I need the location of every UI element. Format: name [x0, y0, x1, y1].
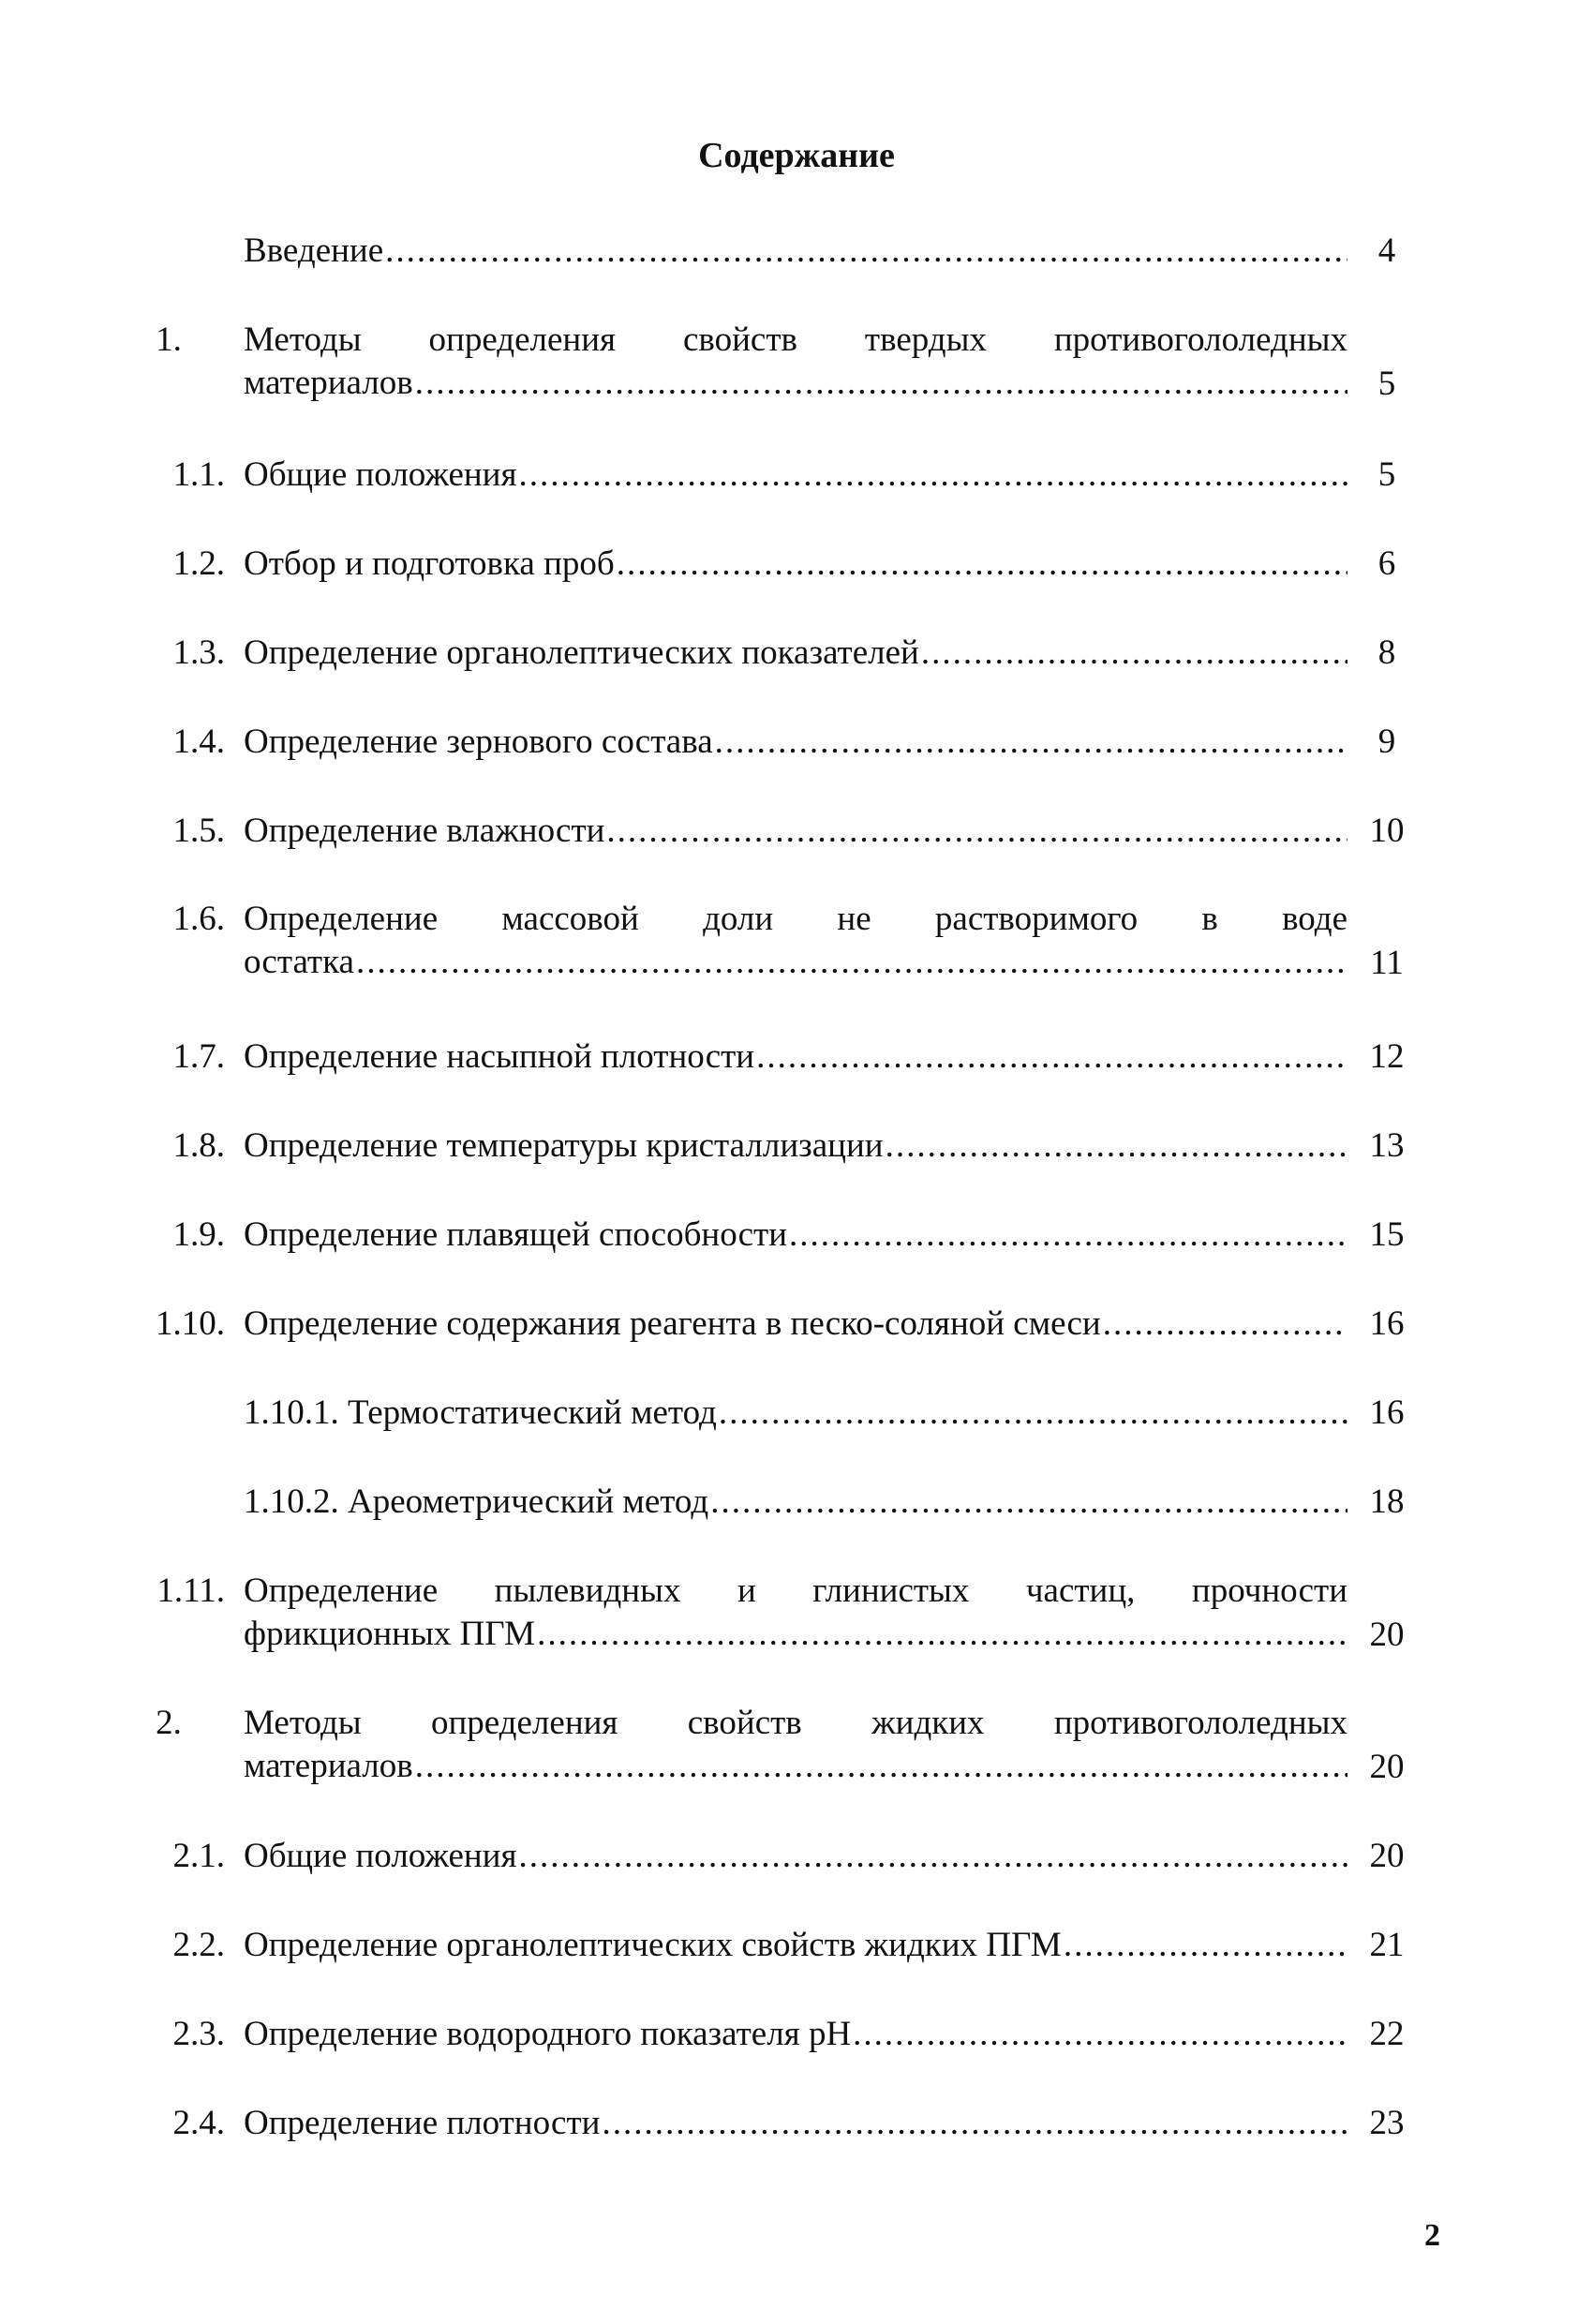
toc-entry-title-text: Определение органолептических свойств жидких ПГМ: [244, 1926, 1062, 1964]
toc-entry-page: 11: [1370, 944, 1404, 982]
toc-entry-title-text: остатка: [244, 943, 354, 981]
toc-entry-number: 1.6.: [172, 900, 225, 938]
toc-entry-title: [244, 1214, 1347, 1257]
dot-leader: [756, 1035, 1347, 1079]
toc-entry-title: [244, 1125, 1347, 1168]
toc-entry-title-text: Определение насыпной плотности: [244, 1037, 755, 1076]
dot-leader: [710, 1481, 1347, 1524]
toc-entry-page: 21: [1369, 1926, 1405, 1964]
toc-entry-title-text: материалов: [244, 1747, 413, 1785]
toc-entry-title: [244, 632, 1347, 675]
toc-entry-title-text: Общие положения: [244, 455, 517, 494]
toc-entry-title: [244, 319, 1347, 405]
dot-leader: [719, 1392, 1347, 1435]
dot-leader: [1064, 1924, 1347, 1967]
toc-entry-number: 1.11.: [156, 1572, 225, 1610]
toc-entry-title-text: Отбор и подготовка проб: [244, 544, 615, 583]
toc-entry-number: 2.4.: [172, 2104, 225, 2142]
toc-entry-title: [244, 1924, 1347, 1967]
toc-entry-title-text: Определение плотности: [244, 2104, 601, 2142]
toc-entry-title: [244, 810, 1347, 853]
dot-leader: [602, 2102, 1347, 2145]
toc-entry-page: 15: [1369, 1215, 1405, 1254]
toc-entry-title-text: Определение зернового состава: [244, 723, 713, 761]
toc-entry-title-text: Введение: [244, 231, 384, 270]
toc-entry-title: [244, 898, 1347, 984]
toc-entry-title: [244, 1835, 1347, 1878]
toc-entry-page: 18: [1369, 1482, 1405, 1521]
toc-entry-page: 23: [1369, 2104, 1405, 2142]
toc-entry-number: 2.: [156, 1704, 182, 1742]
dot-leader: [715, 721, 1347, 764]
toc-entry-number: 2.1.: [172, 1837, 225, 1875]
toc-entry-page: 9: [1377, 723, 1396, 761]
dot-leader: [415, 362, 1347, 405]
toc-entry-title-text: Определение влажности: [244, 812, 605, 850]
toc-entry-page: 16: [1369, 1304, 1405, 1343]
toc-entry-title: [244, 2102, 1347, 2145]
toc-entry-title: [244, 1035, 1347, 1079]
dot-leader: [921, 632, 1347, 675]
toc-entry-title-line: Методы определения свойств твердых противогололедных: [244, 320, 1347, 359]
toc-entry-number: 1.3.: [172, 633, 225, 672]
toc-entry-title-text: Общие положения: [244, 1837, 517, 1875]
toc-entry-title-text: материалов: [244, 364, 413, 402]
dot-leader: [606, 810, 1347, 853]
toc-entry-page: 20: [1369, 1748, 1405, 1786]
dot-leader: [789, 1214, 1347, 1257]
page-number: 2: [1424, 2218, 1440, 2253]
toc-entry-page: 16: [1369, 1393, 1405, 1432]
toc-entry-page: 5: [1377, 365, 1396, 403]
toc-entry-title-text: фрикционных ПГМ: [244, 1615, 536, 1653]
toc-entry-title: [244, 1303, 1347, 1346]
toc-entry-page: 13: [1369, 1126, 1405, 1165]
dot-leader: [617, 543, 1347, 586]
toc-entry-title: [244, 543, 1347, 586]
toc-entry-page: 5: [1377, 455, 1396, 494]
toc-entry-page: 4: [1377, 231, 1396, 270]
toc-entry-title-text: Определение органолептических показателей: [244, 633, 919, 672]
toc-entry-page: 20: [1369, 1616, 1405, 1654]
toc-entry-page: 20: [1369, 1837, 1405, 1875]
dot-leader: [415, 1745, 1347, 1788]
toc-entry-number: 1.: [156, 320, 182, 359]
toc-entry-number: 1.1.: [172, 455, 225, 494]
dot-leader: [385, 230, 1347, 273]
toc-entry-number: 1.8.: [172, 1126, 225, 1165]
toc-entry-title: [244, 1392, 1347, 1435]
toc-entry-title-line: Определение массовой доли не растворимого в воде: [244, 900, 1347, 938]
dot-leader: [518, 454, 1347, 497]
toc-entry-number: 1.2.: [172, 544, 225, 583]
toc-entry-title-text: 1.10.1. Термостатический метод: [244, 1393, 717, 1432]
toc-entry-page: 6: [1377, 544, 1396, 583]
dot-leader: [537, 1613, 1347, 1656]
toc-entry-number: 1.9.: [172, 1215, 225, 1254]
toc-entry-page: 8: [1377, 633, 1396, 672]
page-title: Содержание: [698, 136, 895, 175]
toc-entry-title: [244, 230, 1347, 273]
toc-entry-title-line: Методы определения свойств жидких противогололедных: [244, 1704, 1347, 1742]
toc-entry-title-line: [244, 362, 1347, 405]
toc-entry-title-text: Определение водородного показателя pH: [244, 2015, 852, 2053]
toc-entry-title-line: Определение пылевидных и глинистых частиц, прочности: [244, 1572, 1347, 1610]
toc-entry-page: 10: [1369, 812, 1405, 850]
toc-entry-title: [244, 1702, 1347, 1788]
toc-entry-title-line: [244, 1745, 1347, 1788]
dot-leader: [1103, 1303, 1347, 1346]
toc-entry-title-text: Определение содержания реагента в песко-соляной смеси: [244, 1304, 1101, 1343]
toc-entry-number: 1.10.: [156, 1304, 225, 1343]
toc-entry-number: 2.3.: [172, 2015, 225, 2053]
toc-entry-title: [244, 1570, 1347, 1656]
toc-entry-page: 22: [1369, 2015, 1405, 2053]
toc-entry-title: [244, 454, 1347, 497]
toc-entry-title-text: Определение температуры кристаллизации: [244, 1126, 884, 1165]
toc-entry-number: 1.4.: [172, 723, 225, 761]
toc-entry-number: 1.7.: [172, 1037, 225, 1076]
toc-entry-title-text: 1.10.2. Ареометрический метод: [244, 1482, 709, 1521]
toc-entry-title-text: Определение плавящей способности: [244, 1215, 788, 1254]
toc-entry-title: [244, 1481, 1347, 1524]
toc-entry-number: 1.5.: [172, 812, 225, 850]
toc-entry-title-line: [244, 941, 1347, 984]
toc-entry-title-line: [244, 1613, 1347, 1656]
dot-leader: [356, 941, 1347, 984]
toc-entry-title: [244, 721, 1347, 764]
dot-leader: [518, 1835, 1347, 1878]
toc-entry-number: 2.2.: [172, 1926, 225, 1964]
dot-leader: [886, 1125, 1347, 1168]
dot-leader: [853, 2013, 1347, 2056]
toc-entry-title: [244, 2013, 1347, 2056]
toc-entry-page: 12: [1369, 1037, 1405, 1076]
